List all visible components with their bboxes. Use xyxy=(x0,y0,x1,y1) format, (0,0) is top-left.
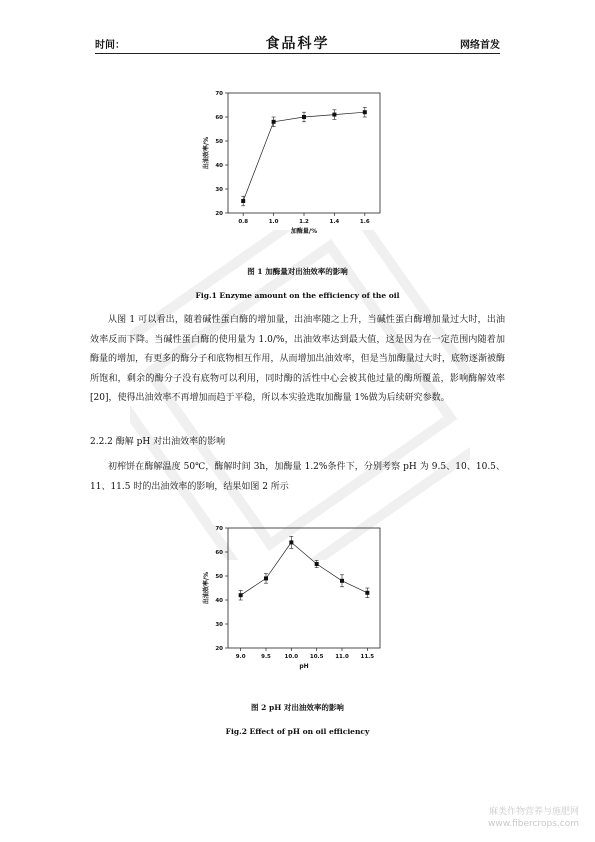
fig2-y-tick-label: 50 xyxy=(215,574,223,581)
fig2-x-tick-label: 10.0 xyxy=(284,654,299,660)
fig1-data-point xyxy=(302,115,306,119)
fig2-x-tick-label: 11.0 xyxy=(335,654,349,660)
fig2-data-point xyxy=(315,562,319,566)
fig2-x-axis-label: pH xyxy=(299,663,309,670)
header-divider xyxy=(95,53,500,54)
fig2-data-point xyxy=(264,576,268,580)
header-time-label: 时间： xyxy=(95,40,125,51)
fig2-data-point xyxy=(239,593,243,597)
fig2-y-tick-label: 30 xyxy=(215,622,223,629)
fig1-x-tick-label: 1.6 xyxy=(359,219,370,225)
header-online-first: 网络首发 xyxy=(460,40,500,51)
fig1-x-axis-label: 加酶量/% xyxy=(290,228,318,235)
paragraph-2: 初榨饼在酶解温度 50℃，酶解时间 3h，加酶量 1.2%条件下，分别考察 pH 为 9.5、10、10.5、11、11.5 时的出油效率的影响，结果如图 2 所示 xyxy=(90,462,505,492)
fig1-data-point xyxy=(363,110,367,114)
fig1-data-point xyxy=(332,113,336,117)
fig2-y-tick-label: 20 xyxy=(215,646,223,653)
fig2-x-tick-label: 10.5 xyxy=(309,654,324,660)
fig1-y-tick-label: 70 xyxy=(215,91,223,98)
site-watermark xyxy=(488,806,579,830)
fig1-data-point xyxy=(241,199,245,203)
figure1-caption-cn: 图 1 加酶量对出油效率的影响 xyxy=(247,267,348,276)
figure2-caption-cn: 图 2 pH 对出油效率的影响 xyxy=(251,703,344,712)
figure1-caption-en: Fig.1 Enzyme amount on the efficiency of the oil xyxy=(195,291,400,300)
fig2-y-tick-label: 40 xyxy=(215,598,223,605)
figure2-caption-en: Fig.2 Effect of pH on oil efficiency xyxy=(225,727,370,736)
fig1-x-tick-label: 1.0 xyxy=(268,219,279,225)
fig1-y-tick-label: 40 xyxy=(215,163,223,170)
fig2-data-point xyxy=(340,579,344,583)
fig2-series-line xyxy=(241,542,368,595)
fig1-series-line xyxy=(243,112,365,201)
fig2-x-tick-label: 9.0 xyxy=(235,654,246,660)
fig1-y-tick-label: 50 xyxy=(215,139,223,146)
watermark-site-url: www.fibercrops.com xyxy=(488,819,579,829)
fig2-y-axis-label: 出油效率/% xyxy=(203,571,210,605)
fig2-x-tick-label: 9.5 xyxy=(261,654,271,660)
page-header xyxy=(95,36,500,52)
fig1-x-tick-label: 1.4 xyxy=(329,219,340,225)
fig1-y-tick-label: 60 xyxy=(215,115,223,122)
fig2-data-point xyxy=(289,540,293,544)
paragraph-1: 从图 1 可以看出，随着碱性蛋白酶的增加量，出油率随之上升，当碱性蛋白酶增加量过大时，出油效率反而下降。当碱性蛋白酶的使用量为 1.0/%，出油效率达到最大值，这是因为在一定范围内随着加酶量的增加，有更多的酶分子和底物相互作用，从而增加出油效率，但是当加酶量过大时，底物逐渐被酶所饱和，剩余的酶分子没有底物可以利用，同时酶的活性中心会被其他过量的酶所覆盖，影响酶解效率[20]，使得出油效率不再增加而趋于平稳，所以本实验选取加酶量 1%做为后续研究参数。 xyxy=(90,315,505,403)
fig2-x-tick-label: 11.5 xyxy=(360,654,375,660)
journal-title: 食品科学 xyxy=(265,36,330,52)
figure1-chart xyxy=(195,85,395,240)
section-heading-2-2-2: 2.2.2 酶解 pH 对出油效率的影响 xyxy=(90,437,226,447)
fig1-y-axis-label: 出油效率/% xyxy=(203,136,210,170)
fig2-data-point xyxy=(365,591,369,595)
watermark-site-name: 麻类作物营养与施肥网 xyxy=(488,807,579,817)
fig2-y-tick-label: 70 xyxy=(215,526,223,533)
figure2-chart xyxy=(195,520,395,675)
fig1-y-tick-label: 30 xyxy=(215,187,223,194)
fig1-plot-frame xyxy=(228,93,380,213)
fig1-x-tick-label: 1.2 xyxy=(299,219,309,225)
fig1-x-tick-label: 0.8 xyxy=(238,219,249,225)
fig1-y-tick-label: 20 xyxy=(215,211,223,218)
fig1-data-point xyxy=(272,120,276,124)
fig2-y-tick-label: 60 xyxy=(215,550,223,557)
